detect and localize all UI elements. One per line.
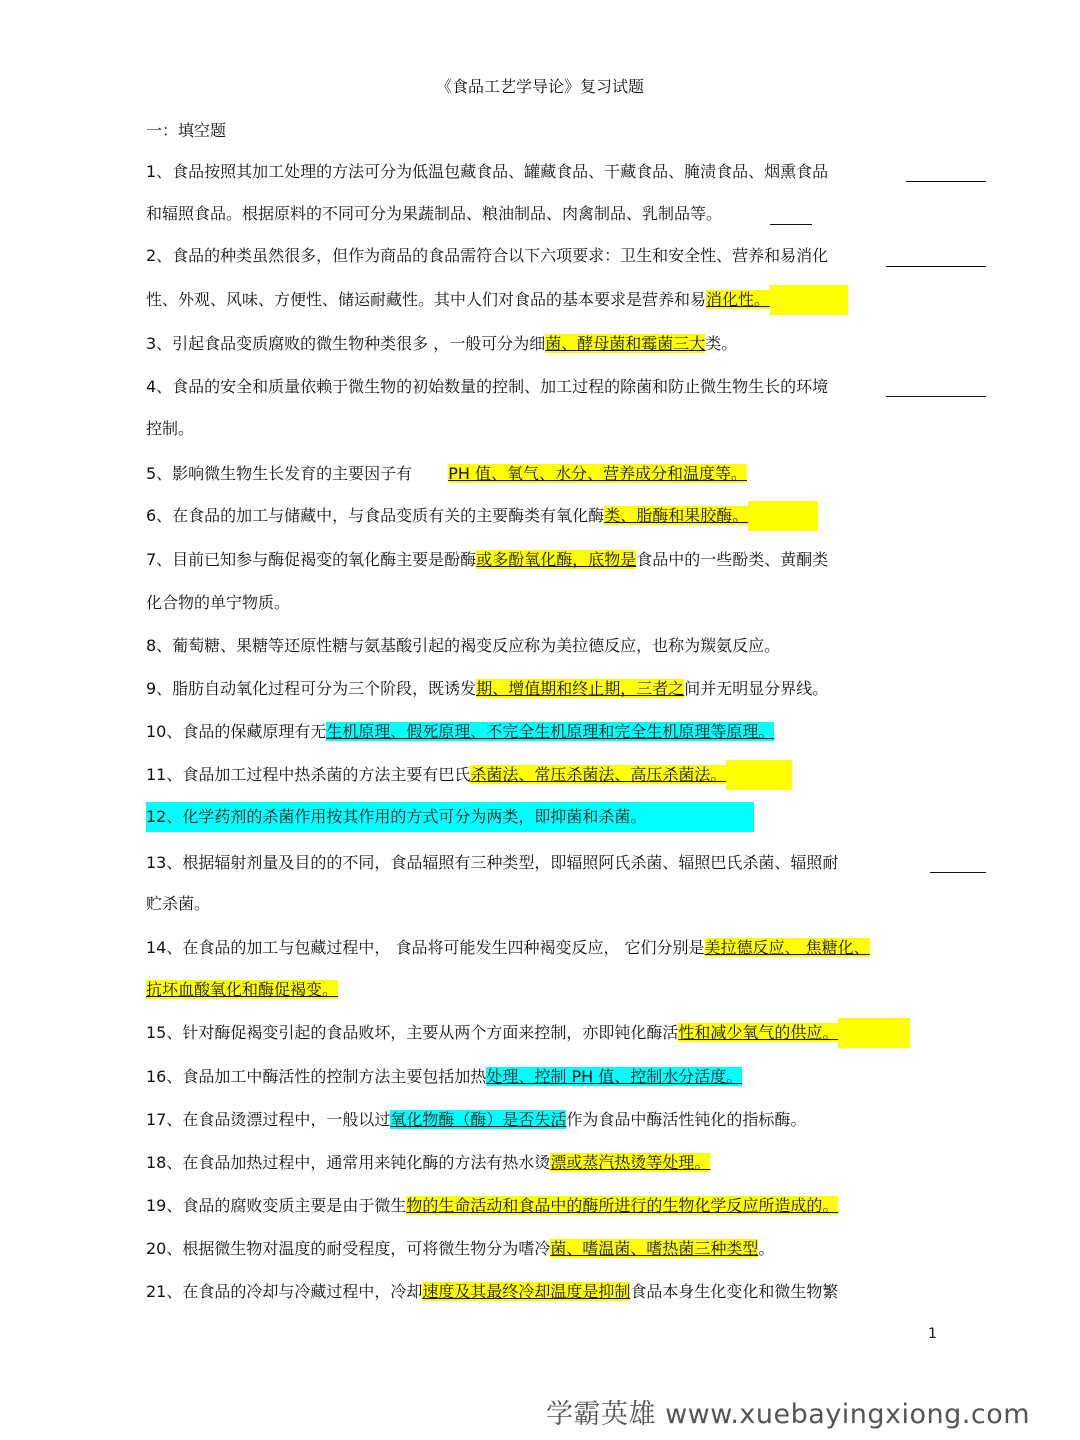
- question-4-line-1: 4、食品的安全和质量依赖于微生物的初始数量的控制、加工过程的除菌和防止微生物生长的环境: [146, 377, 829, 396]
- question-8: 8、葡萄糖、果糖等还原性糖与氨基酸引起的褐变反应称为美拉德反应，也称为羰氨反应。: [146, 636, 781, 655]
- question-2-line-1: 2、食品的种类虽然很多，但作为商品的食品需符合以下六项要求：卫生和安全性、营养和易消化: [146, 246, 829, 265]
- answer-blank: [770, 224, 812, 225]
- answer-highlight: 物的生命活动和食品中的酶所进行的生物化学反应所造成的。: [406, 1196, 839, 1215]
- answer-blank: [906, 181, 986, 182]
- question-5: 5、影响微生物生长发育的主要因子有 PH 值、氧气、水分、营养成分和温度等。: [146, 464, 747, 483]
- answer-highlight: 处理、控制 PH 值、控制水分活度。: [486, 1067, 743, 1086]
- question-2-line-2: 性、外观、风味、方便性、储运耐藏性。其中人们对食品的基本要求是营养和易消化性。: [146, 285, 848, 315]
- question-16: 16、食品加工中酶活性的控制方法主要包括加热处理、控制 PH 值、控制水分活度。: [146, 1067, 743, 1086]
- answer-highlight: 杀菌法、常压杀菌法、高压杀菌法。: [470, 765, 727, 784]
- site-watermark: 学霸英雄 www.xuebayingxiong.com: [546, 1399, 1031, 1430]
- answer-highlight: 期、增值期和终止期，三者之: [476, 679, 685, 698]
- answer-highlight: 氧化物酶（酶）是否失活: [390, 1110, 567, 1129]
- question-18: 18、在食品加热过程中，通常用来钝化酶的方法有热水烫漂或蒸汽热烫等处理。: [146, 1153, 711, 1172]
- question-4-line-2: 控制。: [146, 419, 195, 438]
- question-15: 15、针对酶促褐变引起的食品败坏，主要从两个方面来控制，亦即钝化酶活性和减少氧气的供应。: [146, 1018, 910, 1048]
- question-21: 21、在食品的冷却与冷藏过程中，冷却速度及其最终冷却温度是抑制食品本身生化变化和微生物繁: [146, 1282, 839, 1301]
- answer-highlight: 类、脂酶和果胶酶。: [604, 506, 749, 525]
- question-17: 17、在食品烫漂过程中，一般以过氧化物酶（酶）是否失活作为食品中酶活性钝化的指标酶。: [146, 1110, 807, 1129]
- question-10: 10、食品的保藏原理有无生机原理、假死原理、不完全生机原理和完全生机原理等原理。: [146, 722, 775, 741]
- answer-highlight: 美拉德反应、 焦糖化、: [704, 938, 870, 957]
- answer-highlight: 抗坏血酸氧化和酶促褐变。: [146, 980, 339, 999]
- question-9: 9、脂肪自动氧化过程可分为三个阶段，既诱发期、增值期和终止期，三者之间并无明显分界线。: [146, 679, 829, 698]
- answer-highlight: 菌、酵母菌和霉菌三大: [545, 334, 706, 353]
- question-7-line-1: 7、目前已知参与酶促褐变的氧化酶主要是酚酶或多酚氧化酶，底物是食品中的一些酚类、黄酮类: [146, 550, 829, 569]
- answer-highlight: 或多酚氧化酶，底物是: [476, 550, 637, 569]
- question-14-line-1: 14、在食品的加工与包藏过程中， 食品将可能发生四种褐变反应， 它们分别是美拉德反应、 焦糖化、: [146, 938, 870, 957]
- question-1-line-1: 1、食品按照其加工处理的方法可分为低温包藏食品、罐藏食品、干藏食品、腌渍食品、烟熏食品: [146, 162, 829, 181]
- document-title: 《食品工艺学导论》复习试题: [435, 77, 644, 96]
- question-7-line-2: 化合物的单宁物质。: [146, 593, 291, 612]
- question-19: 19、食品的腐败变质主要是由于微生物的生命活动和食品中的酶所进行的生物化学反应所造成的。: [146, 1196, 839, 1215]
- question-14-line-2: [146, 975, 338, 1005]
- answer-highlight: 性和减少氧气的供应。: [678, 1023, 839, 1042]
- answer-blank: [886, 266, 986, 267]
- answer-highlight: 消化性。: [706, 290, 771, 309]
- question-6: 6、在食品的加工与储藏中，与食品变质有关的主要酶类有氧化酶类、脂酶和果胶酶。: [146, 501, 818, 531]
- section-heading: 一：填空题: [146, 121, 227, 140]
- question-12: 12、化学药剂的杀菌作用按其作用的方式可分为两类，即抑菌和杀菌。: [146, 802, 754, 832]
- question-13-line-1: 13、根据辐射剂量及目的的不同，食品辐照有三种类型，即辐照阿氏杀菌、辐照巴氏杀菌、辐照耐: [146, 853, 839, 872]
- answer-highlight: 速度及其最终冷却温度是抑制: [422, 1282, 631, 1301]
- question-13-line-2: 贮杀菌。: [146, 894, 211, 913]
- answer-highlight: 漂或蒸汽热烫等处理。: [550, 1153, 711, 1172]
- answer-blank: [930, 872, 986, 873]
- answer-blank: [886, 396, 986, 397]
- question-1-line-2: 和辐照食品。根据原料的不同可分为果蔬制品、粮油制品、肉禽制品、乳制品等。: [146, 204, 723, 223]
- answer-highlight: 生机原理、假死原理、不完全生机原理和完全生机原理等原理。: [326, 722, 775, 741]
- page-number: 1: [928, 1326, 937, 1342]
- question-11: 11、食品加工过程中热杀菌的方法主要有巴氏杀菌法、常压杀菌法、高压杀菌法。: [146, 760, 792, 790]
- question-3: 3、引起食品变质腐败的微生物种类很多 ，一般可分为细菌、酵母菌和霉菌三大类。: [146, 334, 738, 353]
- answer-highlight: PH 值、氧气、水分、营养成分和温度等。: [448, 464, 747, 483]
- question-20: 20、根据微生物对温度的耐受程度，可将微生物分为嗜冷菌、嗜温菌、嗜热菌三种类型。: [146, 1239, 775, 1258]
- answer-highlight: 菌、嗜温菌、嗜热菌三种类型: [550, 1239, 759, 1258]
